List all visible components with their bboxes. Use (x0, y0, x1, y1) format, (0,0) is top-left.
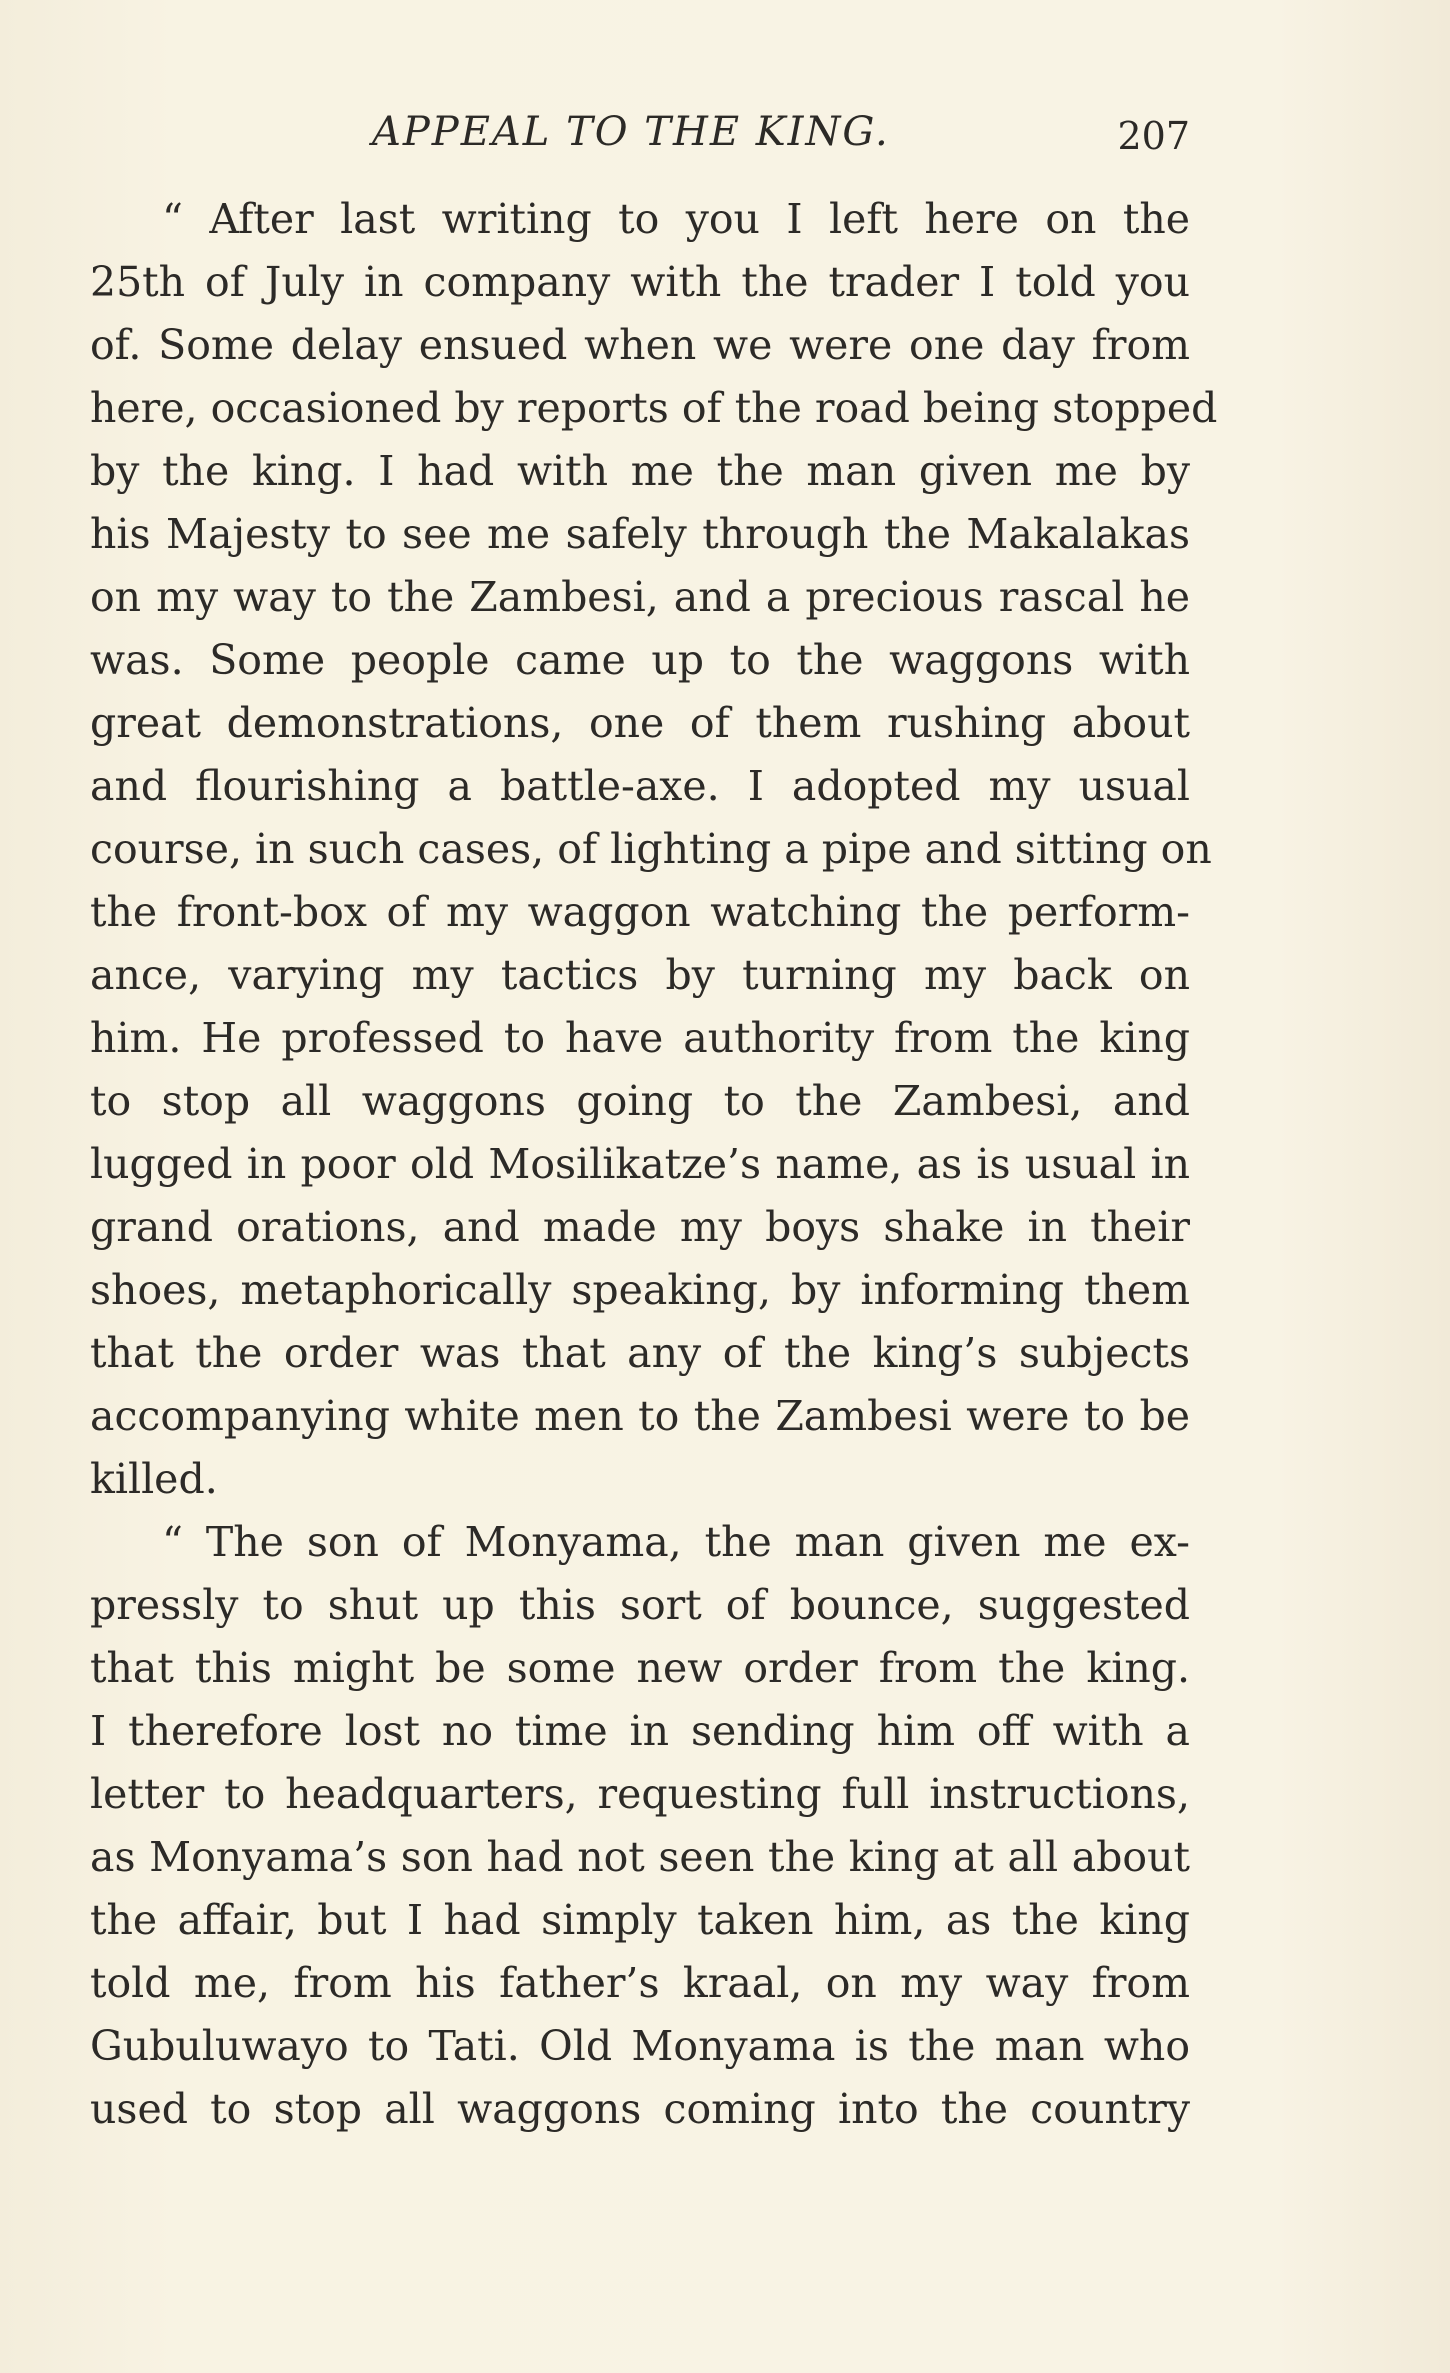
text-line: accompanying white men to the Zambesi were to be (90, 1392, 1190, 1440)
text-line: 25th of July in company with the trader I told you (90, 258, 1190, 306)
text-line: shoes, metaphorically speaking, by informing them (90, 1266, 1190, 1314)
text-line: ance, varying my tactics by turning my back on (90, 951, 1190, 999)
text-line: of. Some delay ensued when we were one day from (90, 321, 1190, 369)
text-line: was. Some people came up to the waggons with (90, 636, 1190, 684)
text-line: killed. (90, 1455, 218, 1503)
text-line: here, occasioned by reports of the road being stopped (90, 384, 1218, 432)
running-header (90, 107, 1190, 167)
text-line: by the king. I had with me the man given me by (90, 447, 1190, 495)
text-line: and flourishing a battle-axe. I adopted my usual (90, 762, 1190, 810)
text-line: “ The son of Monyama, the man given me ex- (162, 1518, 1190, 1566)
text-line: pressly to shut up this sort of bounce, suggested (90, 1581, 1190, 1629)
text-line: told me, from his father’s kraal, on my way from (90, 1959, 1190, 2007)
text-line: “ After last writing to you I left here on the (162, 195, 1190, 243)
text-line: I therefore lost no time in sending him off with a (90, 1707, 1190, 1755)
text-line: the affair, but I had simply taken him, as the king (90, 1896, 1190, 1944)
text-line: course, in such cases, of lighting a pipe and sitting on (90, 825, 1212, 873)
text-line: on my way to the Zambesi, and a precious rascal he (90, 573, 1190, 621)
text-line: that the order was that any of the king’s subjects (90, 1329, 1190, 1377)
text-line: his Majesty to see me safely through the Makalakas (90, 510, 1190, 558)
page-number: 207 (1117, 114, 1190, 158)
running-title: APPEAL TO THE KING. (372, 109, 890, 155)
text-line: the front-box of my waggon watching the perform- (90, 888, 1190, 936)
text-line: used to stop all waggons coming into the country (90, 2085, 1190, 2133)
text-line: as Monyama’s son had not seen the king at all about (90, 1833, 1190, 1881)
text-line: to stop all waggons going to the Zambesi, and (90, 1077, 1190, 1125)
text-line: great demonstrations, one of them rushing about (90, 699, 1190, 747)
text-line: lugged in poor old Mosilikatze’s name, as is usual in (90, 1140, 1190, 1188)
body-text (90, 188, 1218, 2141)
text-line: that this might be some new order from the king. (90, 1644, 1190, 1692)
text-line: Gubuluwayo to Tati. Old Monyama is the man who (90, 2022, 1190, 2070)
text-line: grand orations, and made my boys shake in their (90, 1203, 1190, 1251)
text-line: him. He professed to have authority from the king (90, 1014, 1190, 1062)
text-line: letter to headquarters, requesting full instructions, (90, 1770, 1190, 1818)
